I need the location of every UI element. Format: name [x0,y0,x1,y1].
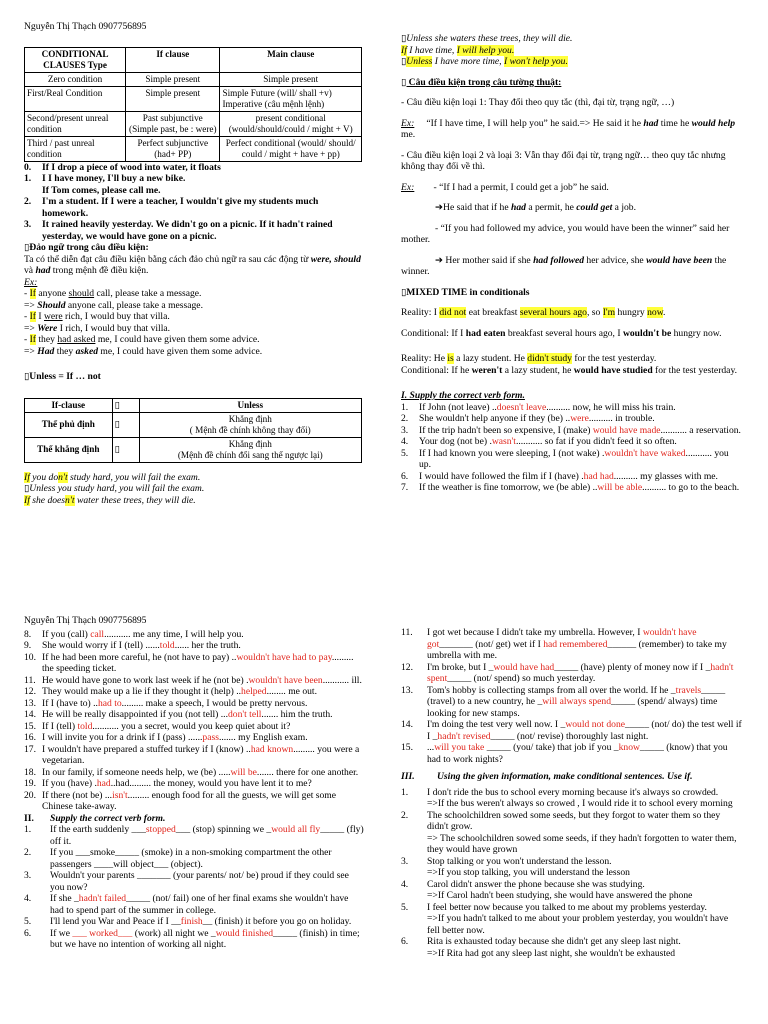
list-item: 1. If John (not leave) ..doesn't leave.......... now, he will miss his train. [401,401,676,413]
list-item: 6. I would have followed the film if I (have) .had had.......... my glasses with me. [401,470,718,482]
list-item: 5. If I had known you were sleeping, I (not wake) .wouldn't have waked........... you up. [401,447,729,470]
example-line: => Had they asked me, I could have given them some advice. [24,345,263,357]
list-item: 12. They would make up a lie if they thought it (help) ..helped........ me out. [24,686,317,697]
page1-right-column [401,33,743,494]
example-line: Ex: “If I have time, I will help you” he said.=> He said it he had time he would help me. [401,117,736,140]
unless-table [24,398,362,463]
list-item: 6. If we ___ worked___ (work) all night we _would finished_____ (finish) in time; but we have no intention of working all night. [24,927,360,950]
table-cell: Zero condition [25,72,126,86]
list-item: 4. Your dog (not be) .wasn't........... so fat if you didn't feed it so often. [401,436,677,447]
list-item: 5. I feel better now because you talked to me about my problems yesterday. =>If you hadn't talked to me about your problem yesterday, you wouldn't have fell better now. [401,901,729,936]
list-item: 10. If he had been more careful, he (not have to pay) ..wouldn't have had to pay......... the speeding ticket. [24,651,354,674]
example-line: Conditional: If he weren't a lazy student, he would have studied for the test yesterday. [401,364,738,376]
list-item: 3. Wouldn't your parents _______ (your parents/ not/ be) proud if they could see you now? [24,870,349,893]
exercise-list [401,627,743,765]
list-item [24,219,362,242]
exercise-list [24,824,364,951]
table-cell: Perfect subjunctive (had+ PP) [126,136,220,161]
list-item: 2. If you ___smoke_____ (smoke) in a non-smoking compartment the other passengers ____will object___ (object). [24,847,332,870]
page-2 [0,605,768,1024]
table-header-cell: Unless [139,398,361,412]
ex-label: Ex: [24,276,38,288]
example-line: ▯Unless I have more time, I won't help you. [401,56,568,67]
table-cell: Khẳng định ( Mệnh đề chính không thay đổi) [139,412,361,437]
item-text: I'm a student. If I were a teacher, I wouldn't give my students much homework. [42,196,319,219]
table-row [25,437,362,462]
list-item [24,173,362,196]
item-text: I I have money, I'll buy a new bike. [42,173,186,185]
paragraph: - Câu điều kiện loại 1: Thay đổi theo quy tắc (thì, đại từ, trạng ngữ, …) [401,97,675,108]
example-line: Reality: I did not eat breakfast several hours ago, so I'm hungry now. [401,307,666,318]
exercise-list [24,629,364,813]
list-item: 13. Tom's hobby is collecting stamps from all over the world. If he _travels_____ (travel) to a new country, he _will always spend_____ (spend/ always) time looking for new stamps. [401,684,726,719]
unless-section [24,371,362,506]
example-line: ▯Unless you study hard, you will fail the exam. [24,483,205,495]
table-header-row [25,398,362,412]
example-line: If you don't study hard, you will fail the exam. [24,471,201,483]
table-header-row [25,47,362,72]
examples-list [24,162,362,243]
exercise-title-row: III. Using the given information, make conditional sentences. Use if. [401,771,693,782]
section-title: ▯ Câu điều kiện trong câu tường thuật: [401,76,562,88]
example-line: - If I were rich, I would buy that villa. [24,311,170,323]
page2-right-column [401,627,743,959]
list-item: 18. In our family, if someone needs help, we (be) .....will be....... there for one another. [24,766,359,778]
list-item: 1. If the earth suddenly ___stopped___ (stop) spinning we _would all fly_____ (fly) off it. [24,824,364,847]
list-item: 2. She wouldn't help anyone if they (be) ..were.......... in trouble. [401,413,655,424]
table-cell: Khẳng định (Mệnh đề chính đổi sang thể ngược lại) [139,437,361,462]
item-text: If Tom comes, please call me. [42,184,161,196]
list-item: 3. If the trip hadn't been so expensive, I (make) would have made........... a reservation. [401,424,741,436]
example-line: Reality: He is a lazy student. He didn't study for the test yesterday. [401,353,657,364]
example-line: ▯Unless she waters these trees, they will die. [401,33,573,44]
example-line: - If anyone should call, please take a message. [24,288,202,300]
table-header-cell: ▯ [112,398,139,412]
page-separator [0,575,768,597]
exercise-title: I. Supply the correct verb form. [401,390,525,401]
list-item: 5. I'll lend you War and Peace if I __finish__ (finish) it before you go on holiday. [24,916,352,927]
table-cell: Simple present [126,86,220,111]
table-cell: ▯ [112,412,139,437]
example-line: - “If you had followed my advice, you would have been the winner” said her mother. [401,222,730,245]
paragraph: - Câu điều kiện loại 2 và loại 3: Vẫn thay đổi đại từ, trạng ngữ… theo quy tắc nhưng không thay đổi về thì. [401,149,726,172]
table-cell: Simple Future (will/ shall +v) Imperative (câu mệnh lệnh) [220,86,362,111]
item-text: It rained heavily yesterday. We didn't go on a picnic. If it hadn't rained yesterday, we would have gone on a picnic. [42,219,333,242]
list-item: 17. I wouldn't have prepared a stuffed turkey if I (know) ..had known......... you were a vegetarian. [24,743,360,766]
item-number: 0. [24,161,32,173]
item-number: 2. [24,196,32,208]
page2-left-column [24,615,364,951]
list-item: 1. I don't ride the bus to school every morning because it's always so crowded. =>If the bus weren't always so crowed , I would ride it to school every morning [401,786,733,809]
list-item: 15. If I (tell) told........... you a secret, would you keep quiet about it? [24,720,291,732]
item-text: If I drop a piece of wood into water, it floats [42,161,221,173]
table-cell: Thể phủ định [25,412,113,437]
list-item: 3. Stop talking or you won't understand the lesson. =>If you stop talking, you will understand the lesson [401,855,630,878]
list-item: 8. If you (call) call........... me any time, I will help you. [24,628,244,640]
table-header-cell: CONDITIONAL CLAUSES Type [25,47,126,72]
table-cell: Perfect conditional (would/ should/ could / might + have + pp) [220,136,362,161]
list-item [24,196,362,219]
table-row [25,412,362,437]
page1-left-column [24,21,362,506]
table-cell: present conditional (would/should/could / might + V) [220,111,362,136]
list-item: 19. If you (have) .had..had......... the money, would you have lent it to me? [24,778,312,789]
list-item: 4. If she _hadn't failed_____ (not/ fail) one of her final exams she wouldn't have had to spend part of the summer in college. [24,893,349,916]
table-row [25,136,362,161]
example-line: Conditional: If I had eaten breakfast several hours ago, I wouldn't be hungry now. [401,327,722,339]
example-line: ➔ Her mother said if she had followed her advice, she would have been the winner. [401,254,727,277]
item-number: 3. [24,219,32,231]
table-cell: Simple present [220,72,362,86]
section-title: ▯Unless = If … not [24,371,101,383]
list-item: 12. I'm broke, but I _would have had_____ (have) plenty of money now if I _hadn't spent_____ (not/ spend) so much yesterday. [401,661,734,684]
section-description: Ta có thể diễn đạt câu điều kiện bằng cách đảo chủ ngữ ra sau các động từ were, should và had trong mệnh đề điều kiện. [24,253,361,277]
table-header-cell: If clause [126,47,220,72]
table-cell: ▯ [112,437,139,462]
table-cell: Past subjunctive (Simple past, be : were) [126,111,220,136]
list-item: 7. If the weather is fine tomorrow, we (be able) ..will be able.......... to go to the beach. [401,482,740,493]
section-title: ▯Đảo ngữ trong câu điều kiện: [24,242,149,254]
example-line: Ex: - “If I had a permit, I could get a job” he said. [401,181,609,193]
table-row [25,72,362,86]
list-item: 15. ...will you take _____ (you/ take) that job if you _know_____ (know) that you had to work nights? [401,742,728,765]
list-item: 20. If there (not be) ...isn't......... enough food for all the guests, we will get some Chinese take-away. [24,789,337,812]
table-header-cell: If-clause [25,398,113,412]
conditional-types-table [24,47,362,162]
example-line: - If they had asked me, I could have given them some advice. [24,334,260,346]
author-header: Nguyễn Thị Thạch 0907756895 [24,615,147,626]
author-header: Nguyễn Thị Thạch 0907756895 [24,21,147,32]
item-number: 1. [24,173,32,185]
example-line: ➔He said that if he had a permit, he could get a job. [435,202,636,213]
list-item: 6. Rita is exhausted today because she didn't get any sleep last night. =>If Rita had got any sleep last night, she wouldn't be exhausted [401,936,681,959]
table-row [25,86,362,111]
exercise-list [401,402,743,494]
example-line: => Were I rich, I would buy that villa. [24,322,171,334]
list-item: 2. The schoolchildren sowed some seeds, but they forgot to water them so they didn't grow. => The schoolchildren sowed some seeds, if they hadn't forgotten to water them, they would have grown [401,809,737,855]
list-item: 11. I got wet because I didn't take my umbrella. However, I wouldn't have got_______ (not/ get) wet if I had remembered______ (remember) to take my umbrella with me. [401,627,727,661]
exercise-list [401,787,743,960]
example-line: => Should anyone call, please take a message. [24,299,203,311]
list-item: 11. He would have gone to work last week if he (not be) .wouldn't have been........... ill. [24,674,362,686]
table-cell: Second/present unreal condition [25,111,126,136]
exercise-title-row: II. Supply the correct verb form. [24,812,166,824]
table-cell: First/Real Condition [25,86,126,111]
list-item [24,162,362,174]
list-item: 14. I'm doing the test very well now. I _would not done_____ (not/ do) the test well if I _hadn't revised_____ (not/ revise) thoroughly last night. [401,719,742,742]
example-line: If she doesn't water these trees, they will die. [24,494,196,506]
section-title: ▯MIXED TIME in conditionals [401,286,530,298]
list-item: 14. He will be really disappointed if you (not tell) ...don't tell....... him the truth. [24,709,333,720]
table-header-cell: Main clause [220,47,362,72]
table-cell: Third / past unreal condition [25,136,126,161]
list-item: 4. Carol didn't answer the phone because she was studying. =>If Carol hadn't been studying, she would have answered the phone [401,878,693,901]
table-row [25,111,362,136]
list-item: 16. I will invite you for a drink if I (pass) ......pass....... my English exam. [24,732,308,743]
list-item: 13. If I (have to) ..had to......... make a speech, I would be pretty nervous. [24,697,308,709]
inversion-section [24,242,362,357]
example-line: If I have time, I will help you. [401,44,515,56]
table-cell: Simple present [126,72,220,86]
table-cell: Thể khẳng định [25,437,113,462]
list-item: 9. She would worry if I (tell) ......told...... her the truth. [24,640,241,651]
